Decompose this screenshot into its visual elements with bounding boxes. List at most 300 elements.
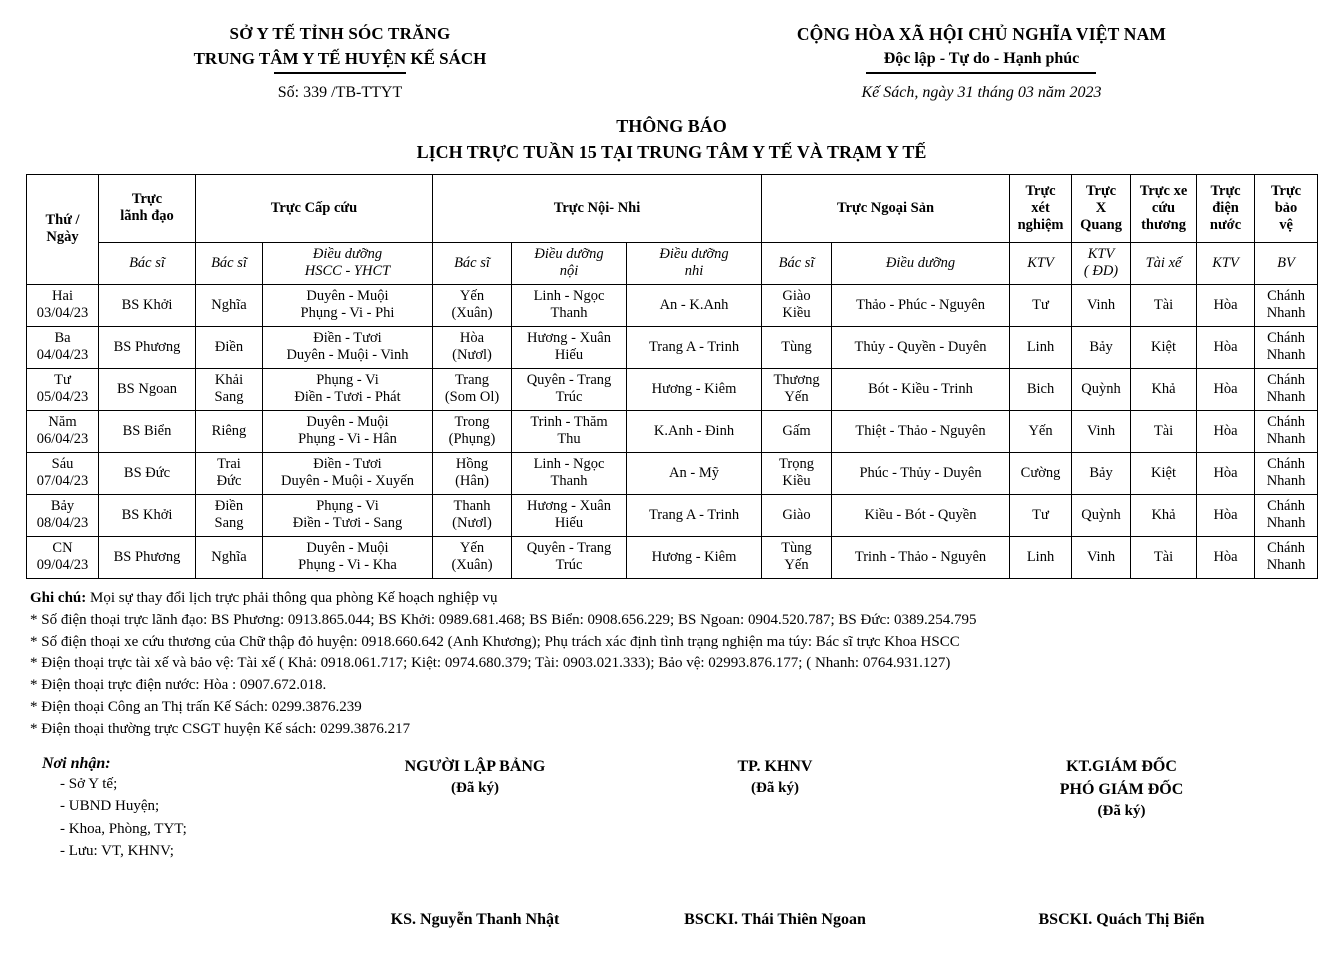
subheader-utilities-technician: KTV <box>1197 242 1255 284</box>
cell-leadership: BS Khởi <box>99 284 196 326</box>
cell-leadership: BS Biển <box>99 410 196 452</box>
cell-internal-doctor-line2: (Phụng) <box>448 431 496 448</box>
cell-surgery-doctor-line1: Tùng <box>781 338 812 355</box>
cell-emergency-doctor-line2: Sang <box>214 515 244 532</box>
cell-day <box>27 494 99 536</box>
subheader-leadership-role: Bác sĩ <box>99 242 196 284</box>
cell-xray-technician: Quỳnh <box>1072 494 1131 536</box>
cell-security-line2: Nhanh <box>1266 389 1306 406</box>
subheader-emergency-doctor: Bác sĩ <box>196 242 263 284</box>
cell-emergency-doctor <box>196 284 263 326</box>
recipients-block <box>30 755 330 863</box>
cell-security-line2: Nhanh <box>1266 431 1306 448</box>
cell-internal-nurse <box>512 452 627 494</box>
signature-names-row <box>0 911 1343 929</box>
cell-day-line1: Bảy <box>50 498 75 515</box>
note-line: * Số điện thoại trực lãnh đạo: BS Phương: 0913.865.044; BS Khởi: 0989.681.468; BS Biển: 0908.656.229; BS Ngoan: 0904.520.787; BS Đức: 0389.254.795 <box>30 611 977 628</box>
cell-day <box>27 410 99 452</box>
group-header-utilities <box>1197 174 1255 242</box>
cell-utilities: Hòa <box>1197 452 1255 494</box>
maker-signature-block <box>330 755 620 863</box>
signature-section <box>0 755 1343 863</box>
cell-utilities: Hòa <box>1197 494 1255 536</box>
cell-driver: Kiệt <box>1131 326 1197 368</box>
recipient-item: - UBND Huyện; <box>60 798 160 815</box>
cell-surgery-doctor-line1: Thương <box>773 372 820 389</box>
cell-security <box>1255 452 1318 494</box>
cell-surgery-doctor <box>762 494 832 536</box>
group-header-utilities-line2: điện <box>1212 199 1239 216</box>
cell-internal-nurse-line1: Trinh - Thăm <box>530 414 608 431</box>
cell-internal-doctor <box>433 410 512 452</box>
khnv-signed-mark: (Đã ký) <box>751 780 799 797</box>
subheader-emergency-nurse-line2: HSCC - YHCT <box>304 263 391 280</box>
cell-emergency-doctor-line1: Nghĩa <box>211 296 247 313</box>
cell-surgery-doctor-line1: Tùng <box>781 540 812 557</box>
group-header-xray-line1: Trực <box>1085 182 1117 199</box>
subheader-lab-technician: KTV <box>1010 242 1072 284</box>
cell-pediatric-nurse: Trang A - Trinh <box>627 494 762 536</box>
cell-internal-doctor-line2: (Nươl) <box>452 347 492 364</box>
cell-lab-technician: Tư <box>1010 284 1072 326</box>
cell-internal-nurse-line2: Hiếu <box>554 347 584 364</box>
group-header-laboratory-line3: nghiệm <box>1017 216 1064 233</box>
cell-emergency-nurse-line2: Điền - Tươi - Phát <box>294 389 401 406</box>
notes-section <box>0 588 1343 741</box>
duty-schedule-table <box>26 174 1318 579</box>
maker-signed-mark: (Đã ký) <box>451 780 499 797</box>
cell-lab-technician: Bich <box>1010 368 1072 410</box>
group-header-laboratory-line1: Trực <box>1025 182 1056 199</box>
cell-day-line2: 06/04/23 <box>36 431 89 448</box>
cell-internal-doctor-line1: Yến <box>459 288 485 305</box>
subheader-driver: Tài xế <box>1131 242 1197 284</box>
cell-emergency-nurse <box>263 494 433 536</box>
district-health-center-text: TRUNG TÂM Y TẾ HUYỆN KẾ SÁCH <box>193 48 487 68</box>
cell-emergency-nurse-line1: Phụng - Vi <box>316 372 379 389</box>
cell-emergency-nurse-line1: Duyên - Muội <box>306 288 389 305</box>
group-header-security-line2: bảo <box>1274 199 1298 216</box>
cell-lab-technician: Linh <box>1010 326 1072 368</box>
group-header-ambulance <box>1131 174 1197 242</box>
cell-surgery-doctor <box>762 536 832 578</box>
director-signed-mark: (Đã ký) <box>1097 803 1146 820</box>
cell-emergency-doctor-line2: Sang <box>214 389 244 406</box>
cell-emergency-doctor <box>196 368 263 410</box>
cell-surgery-doctor-line2: Kiều <box>782 305 811 322</box>
cell-internal-nurse <box>512 536 627 578</box>
cell-emergency-nurse <box>263 452 433 494</box>
cell-internal-nurse-line1: Linh - Ngọc <box>533 456 605 473</box>
cell-emergency-doctor-line1: Điền <box>214 338 244 355</box>
cell-leadership: BS Đức <box>99 452 196 494</box>
note-line: * Số điện thoại xe cứu thương của Chữ thập đỏ huyện: 0918.660.642 (Anh Khương); Phụ trách xác định tình trạng nghiện ma túy: Bác sĩ trực Khoa HSCC <box>30 633 960 650</box>
recipient-item: - Khoa, Phòng, TYT; <box>60 820 187 837</box>
cell-driver: Khả <box>1131 368 1197 410</box>
cell-pediatric-nurse: An - Mỹ <box>627 452 762 494</box>
motto-underline-rule <box>866 72 1096 74</box>
cell-internal-doctor <box>433 284 512 326</box>
cell-pediatric-nurse: K.Anh - Đinh <box>627 410 762 452</box>
cell-security-line1: Chánh <box>1267 330 1305 347</box>
cell-utilities: Hòa <box>1197 536 1255 578</box>
cell-day-line1: Hai <box>52 288 73 305</box>
table-header-subrow <box>27 242 1318 284</box>
cell-security-line1: Chánh <box>1267 540 1305 557</box>
cell-emergency-doctor <box>196 410 263 452</box>
cell-internal-doctor-line2: (Hân) <box>455 473 489 490</box>
cell-day-line2: 09/04/23 <box>36 557 89 574</box>
cell-internal-nurse-line2: Thu <box>557 431 581 448</box>
cell-internal-doctor-line1: Yến <box>459 540 485 557</box>
cell-security-line1: Chánh <box>1267 456 1305 473</box>
cell-emergency-nurse-line2: Phụng - Vi - Kha <box>298 557 397 574</box>
cell-emergency-nurse-line1: Duyên - Muội <box>306 414 389 431</box>
cell-emergency-doctor-line1: Trai <box>217 456 241 473</box>
cell-emergency-nurse <box>263 284 433 326</box>
group-header-security <box>1255 174 1318 242</box>
cell-security-line2: Nhanh <box>1266 347 1306 364</box>
header-left-block <box>30 22 650 102</box>
cell-surgery-nurse: Bót - Kiều - Trinh <box>832 368 1010 410</box>
cell-emergency-doctor <box>196 494 263 536</box>
cell-driver: Tài <box>1131 536 1197 578</box>
group-header-emergency: Trực Cấp cứu <box>196 174 433 242</box>
column-header-day-line1: Thứ / <box>45 212 80 229</box>
group-header-laboratory <box>1010 174 1072 242</box>
cell-internal-doctor <box>433 494 512 536</box>
note-line: * Điện thoại Công an Thị trấn Kế Sách: 0299.3876.239 <box>30 699 362 716</box>
cell-security <box>1255 368 1318 410</box>
cell-emergency-nurse-line1: Điền - Tươi <box>313 330 382 347</box>
cell-utilities: Hòa <box>1197 368 1255 410</box>
cell-internal-doctor <box>433 452 512 494</box>
cell-xray-technician: Vinh <box>1072 410 1131 452</box>
document-header <box>0 0 1343 102</box>
note-line: * Điện thoại thường trực CSGT huyện Kế sách: 0299.3876.217 <box>30 721 411 738</box>
cell-day-line1: Sáu <box>51 456 74 473</box>
cell-xray-technician: Vinh <box>1072 536 1131 578</box>
cell-surgery-doctor <box>762 326 832 368</box>
cell-surgery-doctor-line1: Trọng <box>779 456 814 473</box>
cell-day <box>27 536 99 578</box>
cell-surgery-doctor <box>762 284 832 326</box>
group-header-utilities-line1: Trực <box>1210 182 1241 199</box>
cell-internal-doctor-line1: Hòa <box>459 330 485 347</box>
group-header-leadership <box>99 174 196 242</box>
table-row <box>27 410 1318 452</box>
cell-lab-technician: Tư <box>1010 494 1072 536</box>
cell-internal-doctor-line2: (Xuân) <box>451 305 493 322</box>
cell-emergency-nurse-line1: Duyên - Muội <box>306 540 389 557</box>
subheader-xray-technician-line1: KTV <box>1087 246 1115 263</box>
group-header-leadership-line1: Trực <box>131 191 163 208</box>
cell-day <box>27 284 99 326</box>
cell-internal-doctor <box>433 536 512 578</box>
cell-day-line2: 05/04/23 <box>36 389 89 406</box>
cell-surgery-doctor-line1: Gấm <box>782 422 811 439</box>
cell-driver: Khả <box>1131 494 1197 536</box>
cell-surgery-nurse: Thảo - Phúc - Nguyên <box>832 284 1010 326</box>
cell-internal-doctor <box>433 326 512 368</box>
header-underline-rule <box>274 72 406 74</box>
cell-security <box>1255 326 1318 368</box>
group-header-xray-line2: X <box>1095 199 1107 216</box>
cell-emergency-doctor-line1: Điền <box>214 498 244 515</box>
cell-security-line1: Chánh <box>1267 372 1305 389</box>
cell-leadership: BS Khởi <box>99 494 196 536</box>
note-line: * Điện thoại trực tài xế và bảo vệ: Tài xế ( Khả: 0918.061.717; Kiệt: 0974.680.379; Tài: 0903.021.333); Bảo vệ: 02993.876.177; ( Nhanh: 0764.931.127) <box>30 655 951 672</box>
group-header-internal-pediatric: Trực Nội- Nhi <box>433 174 762 242</box>
recipients-list <box>42 773 330 863</box>
notes-label: Ghi chú: <box>30 589 87 606</box>
recipients-title: Nơi nhận: <box>42 754 111 772</box>
cell-surgery-nurse: Phúc - Thủy - Duyên <box>832 452 1010 494</box>
subheader-pediatric-nurse <box>627 242 762 284</box>
cell-internal-nurse-line1: Hương - Xuân <box>527 330 611 347</box>
subheader-pediatric-nurse-line2: nhi <box>684 263 704 280</box>
cell-surgery-doctor <box>762 452 832 494</box>
cell-utilities: Hòa <box>1197 326 1255 368</box>
cell-security <box>1255 410 1318 452</box>
cell-internal-doctor-line1: Hồng <box>455 456 489 473</box>
cell-surgery-doctor-line1: Giào <box>782 288 811 305</box>
note-line: * Điện thoại trực điện nước: Hòa : 0907.672.018. <box>30 677 327 694</box>
table-row <box>27 494 1318 536</box>
director-role-line2: PHÓ GIÁM ĐỐC <box>1059 781 1184 799</box>
maker-name-cell <box>330 911 620 929</box>
cell-day <box>27 452 99 494</box>
cell-pediatric-nurse: Trang A - Trinh <box>627 326 762 368</box>
table-row <box>27 326 1318 368</box>
khnv-name-cell <box>620 911 930 929</box>
national-title: CỘNG HÒA XÃ HỘI CHỦ NGHĨA VIỆT NAM <box>796 24 1167 44</box>
cell-internal-doctor <box>433 368 512 410</box>
cell-utilities: Hòa <box>1197 410 1255 452</box>
group-header-xray <box>1072 174 1131 242</box>
cell-emergency-doctor <box>196 326 263 368</box>
cell-utilities: Hòa <box>1197 284 1255 326</box>
group-header-ambulance-line3: thương <box>1141 216 1186 233</box>
table-row <box>27 452 1318 494</box>
subheader-xray-technician-line2: ( ĐD) <box>1083 263 1119 280</box>
cell-day-line2: 08/04/23 <box>36 515 89 532</box>
recipient-item: - Sở Y tế; <box>60 775 118 792</box>
cell-internal-doctor-line1: Thanh <box>453 498 491 515</box>
cell-lab-technician: Yến <box>1010 410 1072 452</box>
maker-name: KS. Nguyễn Thanh Nhật <box>390 910 560 928</box>
column-header-day <box>27 174 99 284</box>
place-and-date: Kế Sách, ngày 31 tháng 03 năm 2023 <box>861 84 1102 102</box>
cell-internal-doctor-line2: (Nươl) <box>452 515 492 532</box>
khnv-role: TP. KHNV <box>737 757 813 775</box>
cell-security-line1: Chánh <box>1267 288 1305 305</box>
cell-security-line2: Nhanh <box>1266 557 1306 574</box>
table-row <box>27 536 1318 578</box>
cell-internal-nurse <box>512 410 627 452</box>
cell-internal-doctor-line1: Trong <box>454 414 490 431</box>
notes-lines <box>30 610 1313 741</box>
cell-internal-nurse-line2: Hiếu <box>554 515 584 532</box>
subheader-pediatric-nurse-line1: Điều dưỡng <box>659 246 729 263</box>
director-name-cell <box>930 911 1313 929</box>
cell-surgery-doctor <box>762 410 832 452</box>
cell-driver: Kiệt <box>1131 452 1197 494</box>
header-right-block <box>650 22 1313 102</box>
khnv-signature-block <box>620 755 930 863</box>
maker-role: NGƯỜI LẬP BẢNG <box>404 757 546 775</box>
cell-internal-doctor-line2: (Som Ol) <box>444 389 500 406</box>
cell-day-line1: CN <box>52 540 73 557</box>
subheader-emergency-nurse-line1: Điều dưỡng <box>312 246 383 263</box>
cell-internal-nurse <box>512 326 627 368</box>
table-row <box>27 368 1318 410</box>
director-role-line1: KT.GIÁM ĐỐC <box>1066 757 1177 775</box>
national-motto-text: Độc lập - Tự do - Hạnh phúc <box>883 50 1080 68</box>
cell-surgery-doctor <box>762 368 832 410</box>
cell-leadership: BS Phương <box>99 326 196 368</box>
subheader-emergency-nurse <box>263 242 433 284</box>
cell-driver: Tài <box>1131 284 1197 326</box>
document-title-block <box>0 114 1343 164</box>
cell-internal-nurse-line1: Linh - Ngọc <box>533 288 605 305</box>
cell-security <box>1255 536 1318 578</box>
cell-leadership: BS Ngoan <box>99 368 196 410</box>
cell-emergency-doctor-line1: Khải <box>214 372 244 389</box>
cell-security-line2: Nhanh <box>1266 515 1306 532</box>
khnv-name: BSCKI. Thái Thiên Ngoan <box>684 910 866 928</box>
cell-emergency-nurse-line2: Phụng - Vi - Hân <box>298 431 397 448</box>
cell-day-line1: Năm <box>48 414 77 431</box>
cell-day-line2: 03/04/23 <box>36 305 89 322</box>
cell-driver: Tài <box>1131 410 1197 452</box>
cell-internal-nurse-line2: Thanh <box>550 305 588 322</box>
cell-security-line2: Nhanh <box>1266 473 1306 490</box>
cell-xray-technician: Quỳnh <box>1072 368 1131 410</box>
cell-emergency-nurse-line2: Duyên - Muội - Xuyến <box>281 473 414 490</box>
table-header <box>27 174 1318 284</box>
cell-surgery-doctor-line1: Giào <box>782 506 811 523</box>
cell-emergency-doctor <box>196 452 263 494</box>
cell-security <box>1255 284 1318 326</box>
cell-security-line1: Chánh <box>1267 414 1305 431</box>
recipient-item: - Lưu: VT, KHNV; <box>60 843 174 860</box>
cell-emergency-nurse <box>263 536 433 578</box>
cell-emergency-doctor-line1: Riêng <box>211 422 247 439</box>
cell-emergency-doctor <box>196 536 263 578</box>
cell-surgery-doctor-line2: Kiều <box>782 473 811 490</box>
cell-internal-nurse <box>512 494 627 536</box>
cell-emergency-nurse-line1: Điền - Tươi <box>313 456 382 473</box>
page-subtitle: LỊCH TRỰC TUẦN 15 TẠI TRUNG TÂM Y TẾ VÀ TRẠM Y TẾ <box>416 141 927 162</box>
cell-pediatric-nurse: Hương - Kiêm <box>627 368 762 410</box>
cell-day-line2: 07/04/23 <box>36 473 89 490</box>
cell-day <box>27 326 99 368</box>
cell-pediatric-nurse: An - K.Anh <box>627 284 762 326</box>
cell-emergency-nurse <box>263 326 433 368</box>
group-header-surgery-obstetrics: Trực Ngoại Sản <box>762 174 1010 242</box>
cell-internal-doctor-line2: (Xuân) <box>451 557 493 574</box>
table-body <box>27 284 1318 578</box>
director-name: BSCKI. Quách Thị Biển <box>1038 910 1205 928</box>
cell-pediatric-nurse: Hương - Kiêm <box>627 536 762 578</box>
cell-internal-doctor-line1: Trang <box>454 372 490 389</box>
cell-emergency-doctor-line1: Nghĩa <box>211 548 247 565</box>
group-header-leadership-line2: lãnh đạo <box>120 208 174 225</box>
cell-emergency-nurse <box>263 410 433 452</box>
district-health-center <box>194 47 487 72</box>
subheader-surgery-nurse: Điều dưỡng <box>832 242 1010 284</box>
cell-internal-nurse-line2: Thanh <box>550 473 588 490</box>
cell-security-line2: Nhanh <box>1266 305 1306 322</box>
notes-intro-line <box>30 588 1313 610</box>
group-header-security-line1: Trực <box>1270 182 1302 199</box>
cell-lab-technician: Linh <box>1010 536 1072 578</box>
cell-day <box>27 368 99 410</box>
cell-emergency-doctor-line2: Đức <box>216 473 242 490</box>
cell-day-line2: 04/04/23 <box>36 347 89 364</box>
document-number: Số: 339 /TB-TTYT <box>277 84 403 102</box>
cell-internal-nurse-line1: Quyên - Trang <box>526 540 612 557</box>
cell-emergency-nurse-line1: Phụng - Vi <box>316 498 379 515</box>
cell-internal-nurse-line1: Hương - Xuân <box>527 498 611 515</box>
subheader-surgery-doctor: Bác sĩ <box>762 242 832 284</box>
cell-surgery-nurse: Thiệt - Thảo - Nguyên <box>832 410 1010 452</box>
subheader-internal-nurse-line2: nội <box>559 263 579 280</box>
group-header-laboratory-line2: xét <box>1031 199 1050 216</box>
cell-internal-nurse-line2: Trúc <box>555 557 583 574</box>
subheader-internal-doctor: Bác sĩ <box>433 242 512 284</box>
cell-emergency-nurse <box>263 368 433 410</box>
cell-xray-technician: Bảy <box>1072 326 1131 368</box>
cell-surgery-nurse: Trinh - Thảo - Nguyên <box>832 536 1010 578</box>
provincial-health-department: SỞ Y TẾ TỈNH SÓC TRĂNG <box>229 24 451 43</box>
subheader-xray-technician <box>1072 242 1131 284</box>
table-header-group-row <box>27 174 1318 242</box>
cell-emergency-nurse-line2: Duyên - Muội - Vinh <box>286 347 409 364</box>
cell-emergency-nurse-line2: Điền - Tươi - Sang <box>292 515 403 532</box>
national-motto <box>884 47 1080 71</box>
cell-internal-nurse <box>512 368 627 410</box>
cell-lab-technician: Cường <box>1010 452 1072 494</box>
column-header-day-line2: Ngày <box>46 229 79 246</box>
cell-xray-technician: Bảy <box>1072 452 1131 494</box>
recipients-name-spacer <box>30 911 330 929</box>
page-title: THÔNG BÁO <box>616 116 727 137</box>
cell-security-line1: Chánh <box>1267 498 1305 515</box>
cell-internal-nurse-line2: Trúc <box>555 389 583 406</box>
cell-surgery-nurse: Thủy - Quyền - Duyên <box>832 326 1010 368</box>
group-header-utilities-line3: nước <box>1209 216 1242 233</box>
table-row <box>27 284 1318 326</box>
subheader-internal-nurse <box>512 242 627 284</box>
group-header-xray-line3: Quang <box>1080 216 1122 233</box>
cell-day-line1: Ba <box>54 330 71 347</box>
cell-emergency-nurse-line2: Phụng - Vi - Phi <box>300 305 395 322</box>
notes-intro-text: Mọi sự thay đổi lịch trực phải thông qua phòng Kế hoạch nghiệp vụ <box>86 589 498 606</box>
cell-security <box>1255 494 1318 536</box>
group-header-ambulance-line2: cứu <box>1151 199 1176 216</box>
cell-leadership: BS Phương <box>99 536 196 578</box>
subheader-security-guard: BV <box>1255 242 1318 284</box>
director-signature-block <box>930 755 1313 863</box>
group-header-ambulance-line1: Trực xe <box>1139 182 1188 199</box>
cell-internal-nurse-line1: Quyên - Trang <box>526 372 612 389</box>
schedule-table-wrap <box>0 174 1343 579</box>
cell-surgery-doctor-line2: Yến <box>784 389 809 406</box>
subheader-internal-nurse-line1: Điều dưỡng <box>534 246 604 263</box>
cell-xray-technician: Vinh <box>1072 284 1131 326</box>
